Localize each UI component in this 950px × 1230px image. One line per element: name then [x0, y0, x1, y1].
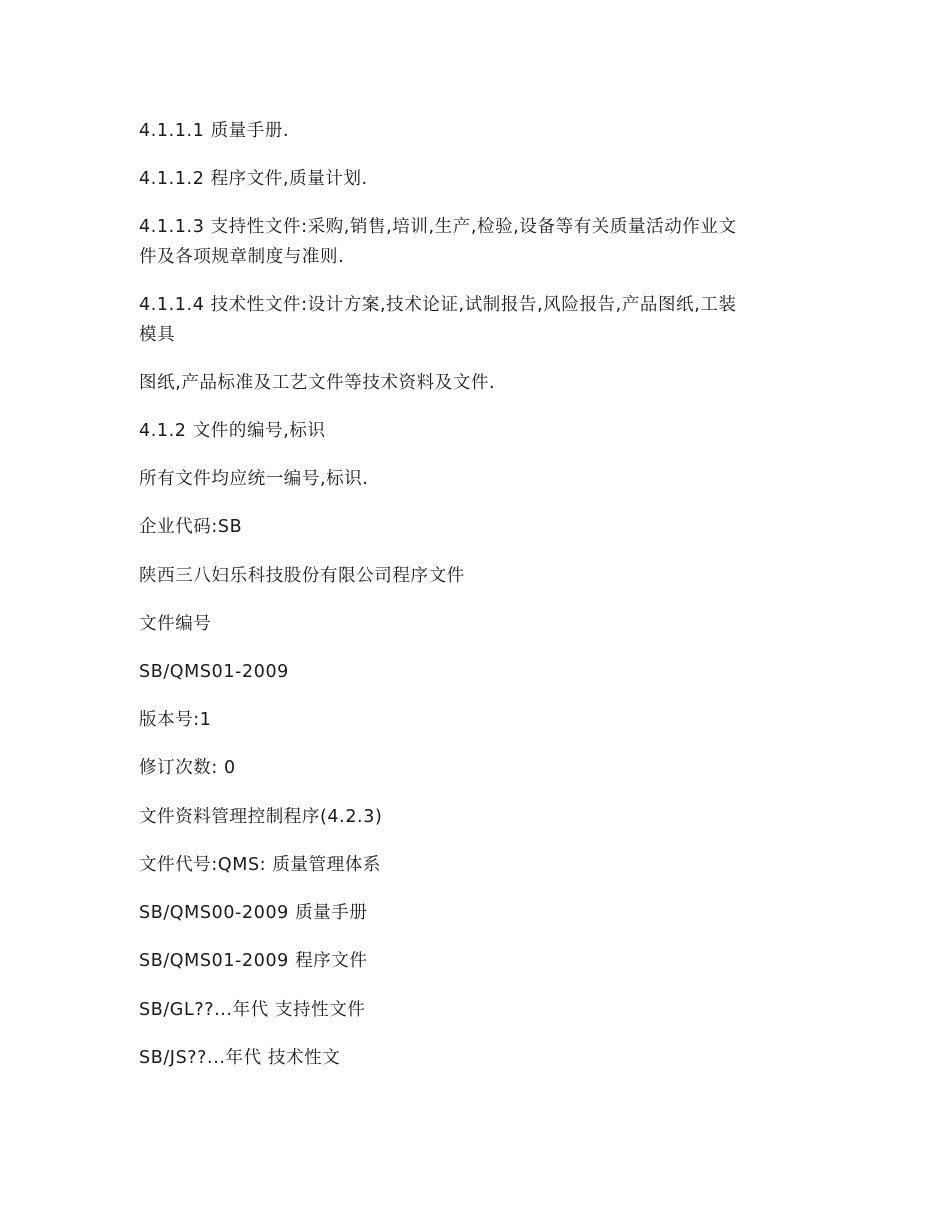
text-line: SB/GL??...年代 支持性文件 — [139, 1000, 366, 1020]
numbering-rule — [139, 464, 819, 494]
clause-4-1-1-3 — [139, 212, 819, 272]
enterprise-code — [139, 512, 819, 542]
text-line: 4.1.1.4 技术性文件:设计方案,技术论证,试制报告,风险报告,产品图纸,工装 — [139, 295, 737, 315]
text-line: 企业代码:SB — [139, 517, 243, 537]
text-line: SB/JS??...年代 技术性文 — [139, 1048, 341, 1068]
text-line: 图纸,产品标准及工艺文件等技术资料及文件. — [139, 373, 496, 393]
document-number-value — [139, 657, 819, 687]
document-number-label — [139, 609, 819, 639]
clause-4-1-1-1 — [139, 116, 819, 146]
text-line: 4.1.1.3 支持性文件:采购,销售,培训,生产,检验,设备等有关质量活动作业文 — [139, 217, 737, 237]
clause-4-1-1-4-continued — [139, 368, 819, 398]
version-number — [139, 705, 819, 735]
text-line: 4.1.1.2 程序文件,质量计划. — [139, 169, 368, 189]
document-code-legend — [139, 850, 819, 880]
text-line: SB/QMS01-2009 — [139, 662, 289, 682]
text-line: 版本号:1 — [139, 710, 212, 730]
procedure-title — [139, 802, 819, 832]
text-line: 文件编号 — [139, 614, 212, 634]
text-line: SB/QMS01-2009 程序文件 — [139, 951, 368, 971]
text-line: 文件代号:QMS: 质量管理体系 — [139, 855, 381, 875]
code-entry-procedure-files — [139, 946, 819, 976]
clause-4-1-1-2 — [139, 164, 819, 194]
text-line: 4.1.2 文件的编号,标识 — [139, 421, 326, 441]
revision-count — [139, 753, 819, 783]
text-line: 件及各项规章制度与准则. — [139, 247, 345, 267]
code-entry-quality-manual — [139, 898, 819, 928]
clause-4-1-2-heading — [139, 416, 819, 446]
text-line: 所有文件均应统一编号,标识. — [139, 469, 369, 489]
text-line: 文件资料管理控制程序(4.2.3) — [139, 807, 383, 827]
company-procedure-title — [139, 561, 819, 591]
text-line: 模具 — [139, 325, 176, 345]
text-line: 修订次数: 0 — [139, 758, 236, 778]
clause-4-1-1-4 — [139, 290, 819, 350]
text-line: 4.1.1.1 质量手册. — [139, 121, 290, 141]
code-entry-support-files — [139, 995, 819, 1025]
text-line: 陕西三八妇乐科技股份有限公司程序文件 — [139, 566, 465, 586]
code-entry-technical-files — [139, 1043, 819, 1073]
text-line: SB/QMS00-2009 质量手册 — [139, 903, 368, 923]
